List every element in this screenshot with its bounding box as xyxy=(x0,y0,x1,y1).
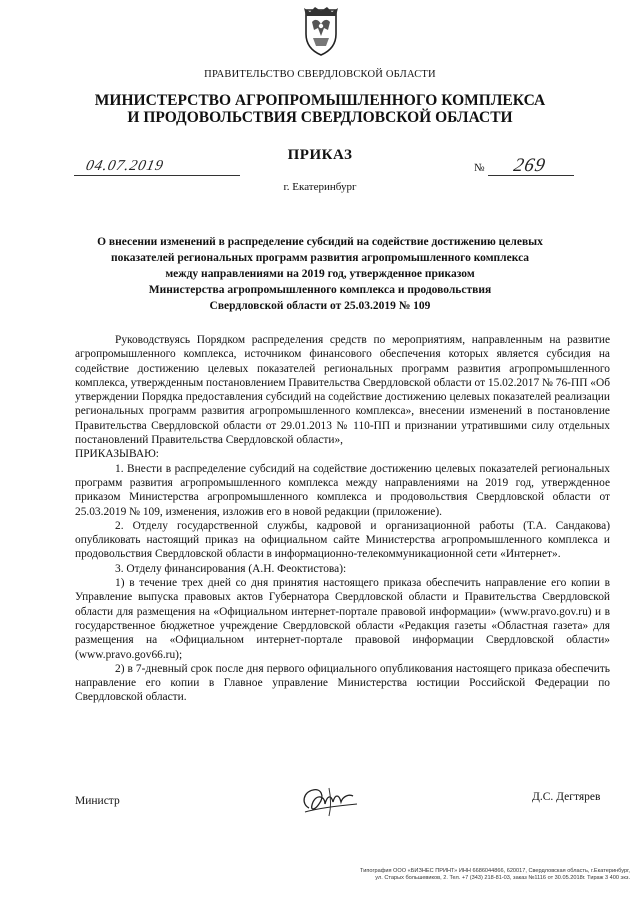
document-type: ПРИКАЗ xyxy=(287,147,353,163)
handwritten-signature-icon xyxy=(295,782,365,822)
ministry-heading xyxy=(0,92,640,126)
clause-3-1: 1) в течение трех дней со дня принятия настоящего приказа обеспечить направление его копии в Управление выпуска правовых актов Губернатора Свердловской области и Правительства Свердловской области для размещения на «Официальном интернет-портале правовой информации» (www.pravo.gov.ru) и в государственное бюджетное учреждение Свердловской области «Редакция газеты «Областная газета» для размещения на «Официальном интернет-портале правовой информации Свердловской области» (www.pravo.gov66.ru); xyxy=(75,577,610,661)
order-subject xyxy=(0,234,640,314)
clause-3: 3. Отделу финансирования (А.Н. Феоктистова): xyxy=(115,562,347,575)
clause-3-2: 2) в 7-дневный срок после дня первого официального опубликования настоящего приказа обеспечить направление его копии в Главное управление Министерства юстиции Российской Федерации по Свердловской области. xyxy=(75,662,610,704)
subject-line: показателей региональных программ развития агропромышленного комплекса xyxy=(110,252,530,264)
subject-line: Свердловской области от 25.03.2019 № 109 xyxy=(209,300,431,312)
footer-line-2: ул. Старых большевиков, 2. Тел. +7 (343) 218-81-03, заказ №1116 от 30.05.2018г. Тираж 3 400 экз. xyxy=(375,875,630,881)
print-footer xyxy=(300,868,630,882)
number-label: № xyxy=(474,162,485,174)
clause-2: 2. Отделу государственной службы, кадровой и организационной работы (Т.А. Сандакова) опубликовать настоящий приказ на официальном сайте Министерства агропромышленного комплекса и продовольствия Свердловской области в информационно-телекоммуникационной сети «Интернет». xyxy=(75,519,610,561)
subject-line: О внесении изменений в распределение субсидий на содействие достижению целевых xyxy=(97,236,543,248)
ministry-line-2: И ПРОДОВОЛЬСТВИЯ СВЕРДЛОВСКОЙ ОБЛАСТИ xyxy=(127,109,513,126)
order-number: 269 xyxy=(511,155,548,176)
footer-line-1: Типография ООО «БИЗНЕС ПРИНТ» ИНН 6686044866, 620017, Свердловская область, г.Екатеринбург, xyxy=(360,868,630,874)
preamble-paragraph: Руководствуясь Порядком распределения средств по мероприятиям, направленным на развитие агропромышленного комплекса, источником финансового обеспечения которых является субсидия на содействие достижению целевых показателей региональных программ развития агропромышленного комплекса, утвержденным постановлением Правительства Свердловской области от 15.02.2017 № 76-ПП «Об утверждении Порядка предоставления субсидий на содействие достижению целевых показателей реализации региональных программ развития агропромышленного комплекса», внесении изменений в постановление Правительства Свердловской области от 29.01.2013 № 110-ПП и признании утратившими силу отдельных постановлений Правительства Свердловской области», xyxy=(75,334,610,447)
order-date: 04.07.2019 xyxy=(84,158,166,174)
city: г. Екатеринбург xyxy=(283,181,357,193)
coat-of-arms-icon xyxy=(302,6,340,56)
order-body xyxy=(75,333,610,705)
government-heading: ПРАВИТЕЛЬСТВО СВЕРДЛОВСКОЙ ОБЛАСТИ xyxy=(204,69,436,80)
subject-line: между направлениями на 2019 год, утвержденное приказом xyxy=(165,268,475,280)
subject-line: Министерства агропромышленного комплекса и продовольствия xyxy=(148,284,492,296)
order-word: ПРИКАЗЫВАЮ: xyxy=(75,448,159,461)
signer-name: Д.С. Дегтярев xyxy=(532,791,601,803)
signer-title: Министр xyxy=(75,795,120,807)
ministry-line-1: МИНИСТЕРСТВО АГРОПРОМЫШЛЕННОГО КОМПЛЕКСА xyxy=(94,92,546,109)
clause-1: 1. Внести в распределение субсидий на содействие достижению целевых показателей региональных программ развития агропромышленного комплекса между направлениями на 2019 год, утвержденное приказом Министерства агропромышленного комплекса и продовольствия Свердловской области от 25.03.2019 № 109, изменения, изложив его в новой редакции (приложение). xyxy=(75,462,610,518)
